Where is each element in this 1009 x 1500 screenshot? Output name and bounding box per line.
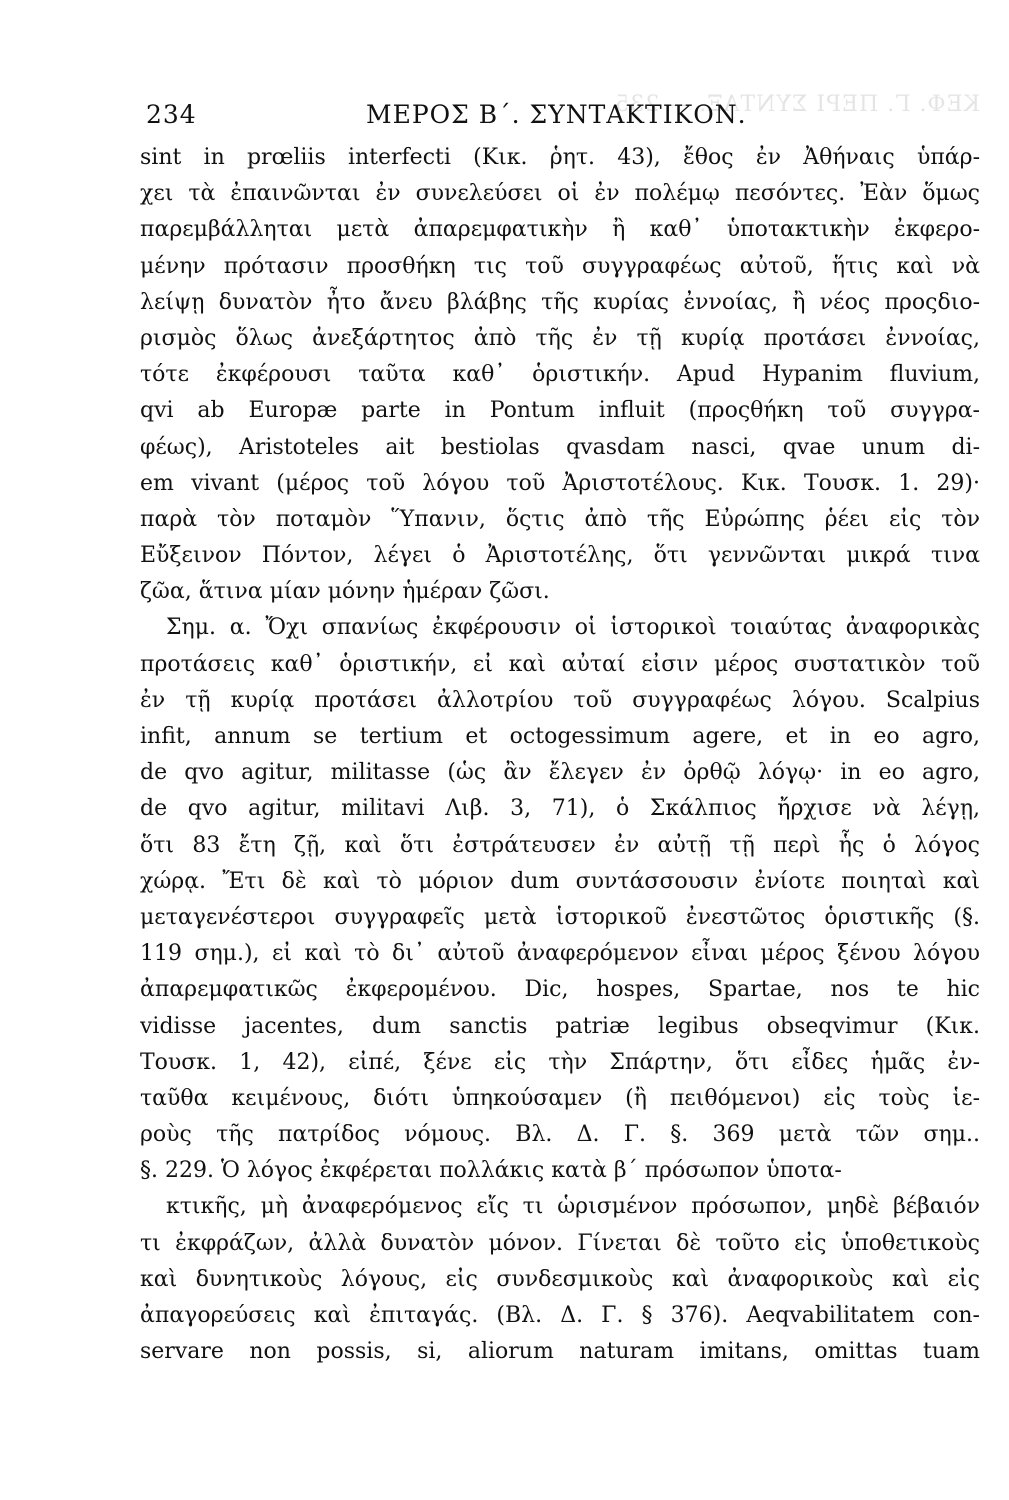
text-line: ἐν τῇ κυρίᾳ προτάσει ἀλλοτρίου τοῦ συγγραφέως λόγου. Scalpius	[140, 687, 980, 713]
text-line: ὅτι 83 ἔτη ζῇ, καὶ ὅτι ἐστράτευσεν ἐν αὐτῇ τῇ περὶ ἧς ὁ λόγος	[140, 832, 980, 858]
page-number: 234	[146, 100, 197, 129]
text-line: λείψῃ δυνατὸν ἦτο ἄνευ βλάβης τῆς κυρίας ἐννοίας, ἢ νέος προςδιο-	[140, 289, 980, 315]
text-line: infit, annum se tertium et octogessimum agere, et in eo agro,	[140, 724, 980, 749]
text-line: ρισμὸς ὅλως ἀνεξάρτητος ἀπὸ τῆς ἐν τῇ κυρίᾳ προτάσει ἐννοίας,	[140, 325, 980, 351]
bleed-through-text: ΚΕΦ. Γ. ΠΕΡΙ ΣΥΝΤΑΞ. — 235	[614, 92, 980, 117]
text-line: 119 σημ.), εἰ καὶ τὸ δι᾽ αὐτοῦ ἀναφερόμενον εἶναι μέρος ξένου λόγου	[140, 941, 980, 967]
text-line: servare non possis, si, aliorum naturam imitans, omittas tuam	[140, 1339, 980, 1365]
text-line: ταῦθα κειμένους, διότι ὑπηκούσαμεν (ἢ πειθόμενοι) εἰς τοὺς ἱε-	[140, 1085, 980, 1111]
text-line: κτικῆς, μὴ ἀναφερόμενος εἴς τι ὡρισμένον πρόσωπον, μηδὲ βέβαιόν	[166, 1194, 980, 1220]
text-line: παρεμβάλληται μετὰ ἀπαρεμφατικὴν ἢ καθ᾽ ὑποτακτικὴν ἐκφερο-	[140, 217, 980, 243]
text-line: χει τὰ ἐπαινῶνται ἐν συνελεύσει οἱ ἐν πολέμῳ πεσόντες. Ἐὰν ὅμως	[140, 181, 980, 207]
text-line: Τουσκ. 1, 42), εἰπέ, ξένε εἰς τὴν Σπάρτην, ὅτι εἶδες ἡμᾶς ἐν-	[140, 1049, 980, 1075]
text-line: μεταγενέστεροι συγγραφεῖς μετὰ ἱστορικοῦ ἐνεστῶτος ὁριστικῆς (§.	[140, 904, 980, 930]
text-line: Σημ. α. Ὄχι σπανίως ἐκφέρουσιν οἱ ἱστορικοὶ τοιαύτας ἀναφορικὰς	[166, 615, 980, 641]
text-line: em vivant (μέρος τοῦ λόγου τοῦ Ἀριστοτέλους. Κικ. Τουσκ. 1. 29)·	[140, 470, 980, 496]
text-line: de qvo agitur, militavi Λιβ. 3, 71), ὁ Σκάλπιος ἤρχισε νὰ λέγῃ,	[140, 796, 980, 822]
book-page	[140, 100, 980, 1480]
page-header	[140, 100, 980, 140]
text-line: προτάσεις καθ᾽ ὁριστικήν, εἰ καὶ αὐταί εἰσιν μέρος συστατικὸν τοῦ	[140, 651, 980, 677]
text-line: de qvo agitur, militasse (ὡς ἂν ἔλεγεν ἐν ὀρθῷ λόγῳ· in eo agro,	[140, 760, 980, 786]
text-line: ζῶα, ἅτινα μίαν μόνην ἡμέραν ζῶσι.	[140, 579, 550, 605]
text-line: §. 229. Ὁ λόγος ἐκφέρεται πολλάκις κατὰ β΄ πρόσωπον ὑποτα-	[140, 1158, 842, 1184]
text-line: ροὺς τῆς πατρίδος νόμους. Βλ. Δ. Γ. §. 369 μετὰ τῶν σημ..	[140, 1122, 980, 1148]
text-line: ἀπαρεμφατικῶς ἐκφερομένου. Dic, hospes, Spartae, nos te hic	[140, 977, 980, 1003]
text-line: τότε ἐκφέρουσι ταῦτα καθ᾽ ὁριστικήν. Apud Hypanim fluvium,	[140, 362, 980, 388]
text-line: φέως), Aristoteles ait bestiolas qvasdam nasci, qvae unum di-	[140, 434, 980, 460]
text-line: καὶ δυνητικοὺς λόγους, εἰς συνδεσμικοὺς καὶ ἀναφορικοὺς καὶ εἰς	[140, 1266, 980, 1292]
text-line: ἀπαγορεύσεις καὶ ἐπιταγάς. (Βλ. Δ. Γ. § 376). Aeqvabilitatem con-	[140, 1303, 980, 1328]
text-line: sint in prœliis interfecti (Κικ. ῥητ. 43), ἔθος ἐν Ἀθήναις ὑπάρ-	[140, 145, 980, 170]
text-line: vidisse jacentes, dum sanctis patriæ legibus obseqvimur (Κικ.	[140, 1013, 980, 1039]
text-line: Εὔξεινον Πόντον, λέγει ὁ Ἀριστοτέλης, ὅτι γεννῶνται μικρά τινα	[140, 543, 980, 569]
running-title: ΜΕΡΟΣ Β΄. ΣΥΝΤΑΚΤΙΚΟΝ.	[366, 100, 747, 129]
text-line: χώρᾳ. Ἔτι δὲ καὶ τὸ μόριον dum συντάσσουσιν ἐνίοτε ποιηταὶ καὶ	[140, 868, 980, 894]
text-line: μένην πρότασιν προσθήκη τις τοῦ συγγραφέως αὐτοῦ, ἥτις καὶ νὰ	[140, 253, 980, 279]
text-line: qvi ab Europæ parte in Pontum influit (προςθήκη τοῦ συγγρα-	[140, 398, 980, 424]
text-line: τι ἐκφράζων, ἀλλὰ δυνατὸν μόνον. Γίνεται δὲ τοῦτο εἰς ὑποθετικοὺς	[140, 1230, 980, 1256]
text-line: παρὰ τὸν ποταμὸν Ὕπανιν, ὅςτις ἀπὸ τῆς Εὐρώπης ῥέει εἰς τὸν	[140, 506, 980, 532]
body-text	[140, 140, 980, 1370]
